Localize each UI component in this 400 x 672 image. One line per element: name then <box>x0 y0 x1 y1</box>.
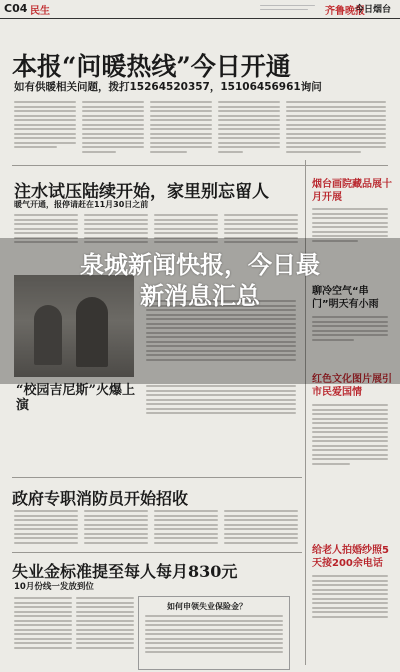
main-body-col-2 <box>82 101 144 155</box>
main-headline: 本报“问暖热线”今日开通 <box>12 52 291 81</box>
info-box <box>138 596 290 670</box>
story3-headline: 政府专职消防员开始招收 <box>12 489 189 508</box>
page-code: C04 <box>4 2 28 15</box>
right-headline-4: 给老人拍婚纱照5天接200余电话 <box>312 545 389 569</box>
main-subhead: 如有供暖相关问题，拨打15264520357，15106456961询问 <box>14 81 322 93</box>
column-divider <box>305 160 306 665</box>
right-headline-2: 聊冷空气“串门”明天有小雨 <box>312 286 379 310</box>
info-box-title: 如何申领失业保险金？ <box>167 602 247 611</box>
main-body-col-1 <box>14 101 76 151</box>
right-body-4 <box>312 575 388 620</box>
story3-body-col-3 <box>154 510 218 546</box>
brand-edition: 今日烟台 <box>355 5 392 15</box>
right-headline-1: 烟台画院藏品展十月开展 <box>312 179 392 203</box>
divider <box>12 477 302 478</box>
divider <box>12 165 388 166</box>
main-body-col-3 <box>150 101 212 155</box>
story2-headline: 注水试压陆续开始，家里别忘留人 <box>14 182 269 202</box>
overlay-title-line-1: 泉城新闻快报，今日最 <box>80 251 320 279</box>
brand-logo: 齐鲁晚报 <box>325 6 365 17</box>
overlay-title-line-2: 新消息汇总 <box>140 282 260 310</box>
divider <box>12 552 302 553</box>
story4-body-col-2 <box>76 597 134 651</box>
story4-subhead: 10月份线一发放到位 <box>14 582 94 592</box>
story3-body-col-4 <box>224 510 298 546</box>
photo-caption: “校园吉尼斯”火爆上演 <box>16 383 135 413</box>
section-name: 民生 <box>30 6 50 17</box>
page-header <box>0 0 400 19</box>
story3-body-col-1 <box>14 510 78 546</box>
story4-headline: 失业金标准提至每人每月830元 <box>12 562 238 581</box>
overlay-title <box>0 250 400 312</box>
caption-body <box>146 385 296 417</box>
story3-body-col-2 <box>84 510 148 546</box>
story4-body-col-1 <box>14 597 72 651</box>
right-headline-3: 红色文化图片展引市民爱国情 <box>312 374 392 398</box>
right-body-3 <box>312 404 388 467</box>
header-dateline <box>260 3 320 12</box>
main-body-col-5 <box>286 101 386 155</box>
story2-subhead: 暖气开通，报停请赶在11月30日之前 <box>14 200 149 209</box>
main-body-col-4 <box>218 101 280 155</box>
